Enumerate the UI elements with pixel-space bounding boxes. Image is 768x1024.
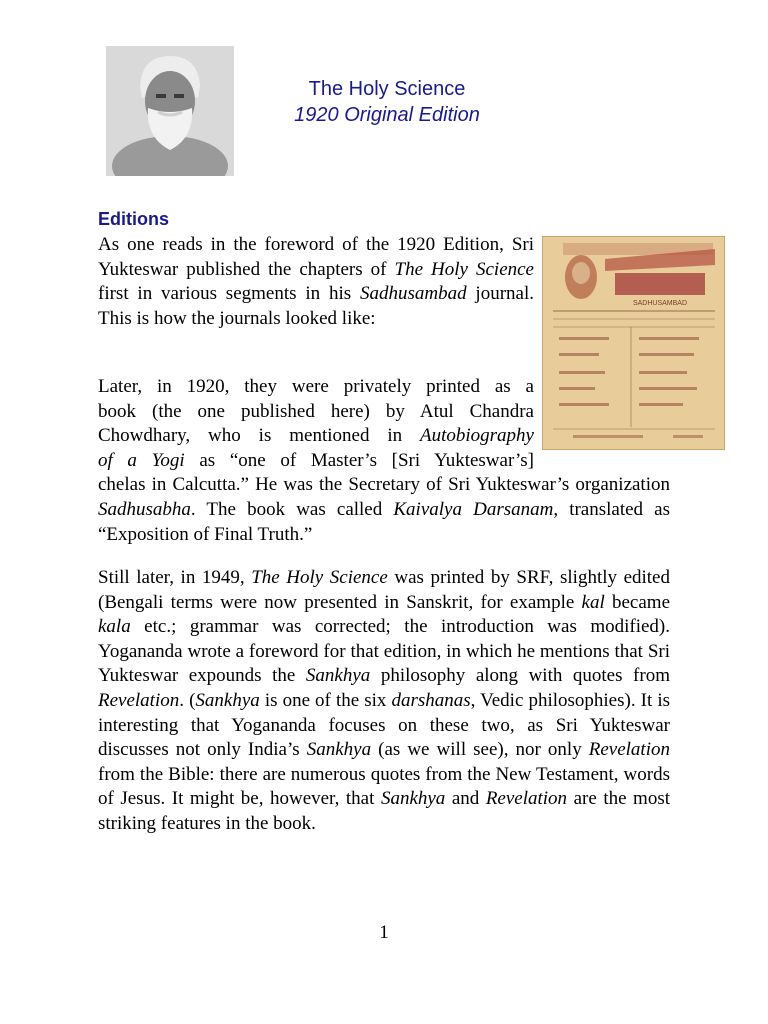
- book-title-ref: Revelation: [485, 788, 568, 810]
- text-run: Chowdhary, who is mentioned in: [98, 425, 420, 447]
- paragraph-srf-edition: [98, 566, 670, 837]
- text-run: first in various segments in his: [98, 283, 360, 305]
- text-run: and: [445, 788, 486, 810]
- term-ref: Sankhya: [306, 739, 372, 761]
- text-run: (as we will see), nor only: [371, 739, 589, 761]
- book-title-ref: The Holy Science: [394, 258, 534, 280]
- portrait-photo: [106, 46, 234, 176]
- title-block: [248, 76, 526, 128]
- text-run: As one reads in the foreword of the 1920 Edition, Sri Yukteswar published the chapters of: [98, 234, 534, 280]
- section-heading: Editions: [98, 209, 169, 229]
- text-run: journal. This is how the journals looked like:: [98, 283, 534, 329]
- text-run: philosophy along with quotes from: [370, 665, 670, 687]
- journal-name-ref: Sadhusambad: [359, 283, 467, 305]
- text-run: . The book was called: [190, 498, 394, 520]
- term-ref: Sankhya: [305, 665, 371, 687]
- text-run: Still later, in 1949,: [98, 567, 252, 588]
- book-title-ref: Autobiography: [420, 425, 534, 447]
- book-title-ref: of a Yogi: [98, 449, 185, 471]
- term-ref: Sankhya: [380, 788, 446, 810]
- text-line: [98, 449, 534, 474]
- book-title-ref: The Holy Science: [251, 567, 388, 588]
- term-ref: darshanas: [391, 689, 471, 711]
- text-run: is one of the six: [259, 689, 392, 711]
- term-ref: kal: [581, 591, 605, 613]
- term-ref: Sankhya: [195, 689, 260, 711]
- text-run: are the most striking features in the book.: [98, 788, 671, 834]
- text-run: , Vedic philosophies). It is interesting that Yogananda focuses on these two, as Sri Yukteswar discusses not only India’s: [98, 689, 670, 761]
- text-run: as “one of Master’s [Sri Yukteswar’s]: [184, 449, 534, 471]
- organization-ref: Sadhusabha: [98, 498, 191, 520]
- book-title-ref: Revelation: [588, 739, 670, 761]
- text-line: [98, 424, 534, 449]
- term-ref: kala: [98, 616, 131, 638]
- text-run: was printed by SRF, slightly edited (Bengali terms were now presented in Sanskrit, for example: [98, 567, 670, 613]
- book-title-ref: Revelation: [98, 689, 180, 711]
- portrait-illustration: [106, 46, 234, 176]
- text-run: etc.; grammar was corrected; the introduction was modified). Yogananda wrote a foreword for that edition, in which he mentions that Sri Yukteswar expounds the: [98, 616, 670, 687]
- text-line: Later, in 1920, they were privately printed as a: [98, 376, 534, 397]
- text-run: . (: [179, 689, 196, 711]
- text-line: book (the one published here) by Atul Chandra: [98, 400, 534, 422]
- paragraph-editions-intro: [98, 233, 534, 331]
- journal-masthead: SADHUSAMBAD: [632, 300, 688, 307]
- text-run: chelas in Calcutta.” He was the Secretary of Sri Yukteswar’s organization: [98, 474, 670, 496]
- page-number: 1: [379, 922, 389, 943]
- text-run: from the Bible: there are numerous quotes from the New Testament, words of Jesus. It might be, however, that: [98, 763, 670, 810]
- text-run: , translated as “Exposition of Final Truth.”: [98, 498, 671, 545]
- book-title-ref: Kaivalya Darsanam: [393, 498, 554, 520]
- text-run: became: [604, 591, 670, 613]
- page-title: The Holy Science: [308, 78, 466, 100]
- paragraph-private-printing: [98, 375, 670, 547]
- page-subtitle: 1920 Original Edition: [294, 104, 480, 126]
